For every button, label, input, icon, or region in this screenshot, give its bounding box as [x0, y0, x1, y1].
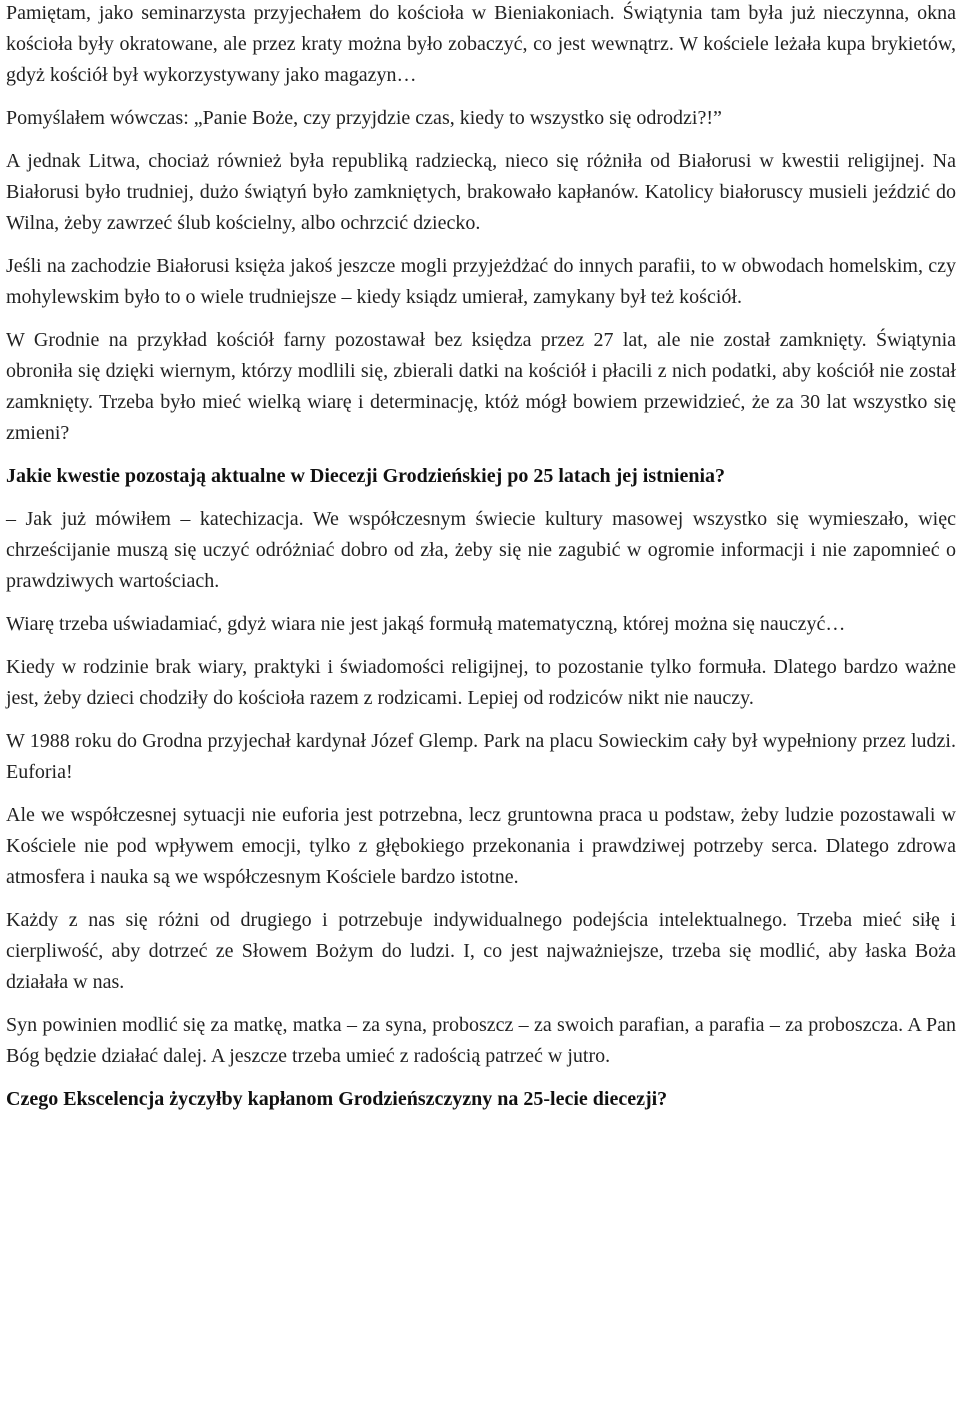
paragraph: Pomyślałem wówczas: „Panie Boże, czy przyjdzie czas, kiedy to wszystko się odrodzi?!” — [6, 107, 722, 129]
paragraph: Ale we współczesnej sytuacji nie euforia jest potrzebna, lecz gruntowna praca u podstaw, żeby ludzie pozostawali w Kościele nie pod wpływem emocji, tylko z głębokiego przekonania i prawdziwej potrzeby serca. Dlatego zdrowa atmosfera i nauka są we współczesnym Kościele bardzo istotne. — [6, 804, 956, 888]
paragraph: W 1988 roku do Grodna przyjechał kardynał Józef Glemp. Park na placu Sowieckim cały był wypełniony przez ludzi. Euforia! — [6, 730, 956, 783]
paragraph: W Grodnie na przykład kościół farny pozostawał bez księdza przez 27 lat, ale nie został zamknięty. Świątynia obroniła się dzięki wiernym, którzy modlili się, zbierali datki na kościół i płacili z nich podatki, aby kościół nie został zamknięty. Trzeba było mieć wielką wiarę i determinację, któż mógł bowiem przewidzieć, że za 30 lat wszystko się zmieni? — [6, 329, 956, 444]
interview-question: Jakie kwestie pozostają aktualne w Diecezji Grodzieńskiej po 25 latach jej istnienia? — [6, 465, 726, 487]
document-page — [6, 0, 956, 1127]
paragraph: Pamiętam, jako seminarzysta przyjechałem do kościoła w Bieniakoniach. Świątynia tam była już nieczynna, okna kościoła były okratowane, ale przez kraty można było zobaczyć, co jest wewnątrz. W kościele leżała kupa brykietów, gdyż kościół był wykorzystywany jako magazyn… — [6, 2, 956, 86]
paragraph: Każdy z nas się różni od drugiego i potrzebuje indywidualnego podejścia intelektualnego. Trzeba mieć siłę i cierpliwość, aby dotrzeć ze Słowem Bożym do ludzi. I, co jest najważniejsze, trzeba się modlić, aby łaska Boża działała w nas. — [6, 909, 956, 993]
paragraph: Jeśli na zachodzie Białorusi księża jakoś jeszcze mogli przyjeżdżać do innych parafii, to w obwodach homelskim, czy mohylewskim było to o wiele trudniejsze – kiedy ksiądz umierał, zamykany był też kościół. — [6, 255, 956, 308]
paragraph: Kiedy w rodzinie brak wiary, praktyki i świadomości religijnej, to pozostanie tylko formuła. Dlatego bardzo ważne jest, żeby dzieci chodziły do kościoła razem z rodzicami. Lepiej od rodziców nikt nie nauczy. — [6, 656, 956, 709]
paragraph: – Jak już mówiłem – katechizacja. We współczesnym świecie kultury masowej wszystko się wymieszało, więc chrześcijanie muszą się uczyć odróżniać dobro od zła, żeby się nie zagubić w ogromie informacji i nie zapomnieć o prawdziwych wartościach. — [6, 508, 956, 592]
paragraph: A jednak Litwa, chociaż również była republiką radziecką, nieco się różniła od Białorusi w kwestii religijnej. Na Białorusi było trudniej, dużo świątyń było zamkniętych, brakowało kapłanów. Katolicy białoruscy musieli jeździć do Wilna, żeby zawrzeć ślub kościelny, albo ochrzcić dziecko. — [6, 150, 956, 234]
paragraph: Syn powinien modlić się za matkę, matka – za syna, proboszcz – za swoich parafian, a parafia – za proboszcza. A Pan Bóg będzie działać dalej. A jeszcze trzeba umieć z radością patrzeć w jutro. — [6, 1014, 956, 1067]
interview-question: Czego Ekscelencja życzyłby kapłanom Grodzieńszczyzny na 25-lecie diecezji? — [6, 1088, 668, 1110]
paragraph: Wiarę trzeba uświadamiać, gdyż wiara nie jest jakąś formułą matematyczną, której można się nauczyć… — [6, 613, 846, 635]
